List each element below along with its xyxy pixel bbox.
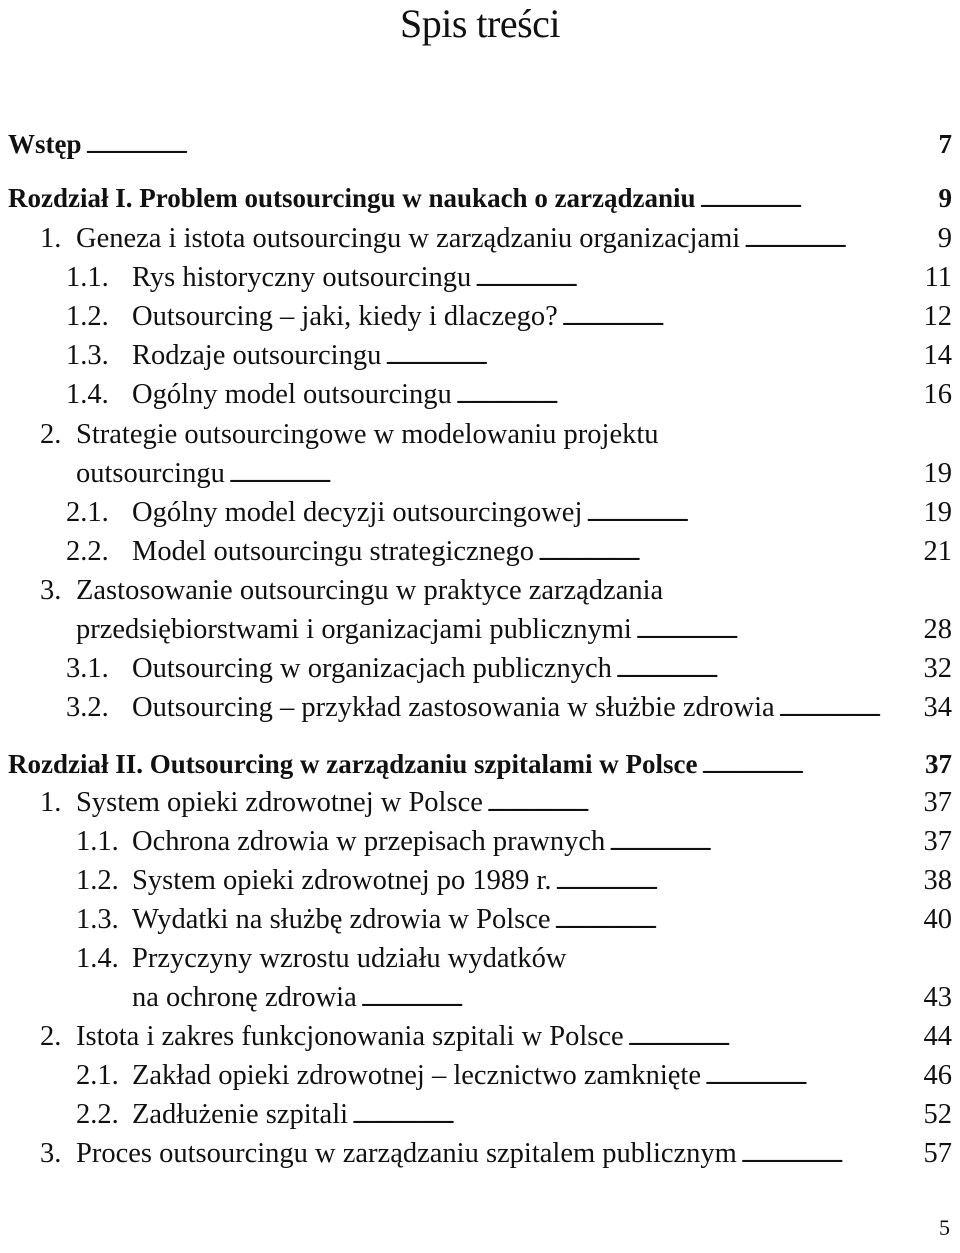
dot-leader xyxy=(701,746,923,785)
dot-leader xyxy=(744,221,936,259)
dot-leader xyxy=(475,260,922,298)
toc-entry-number: 3.1. xyxy=(66,653,109,684)
toc-entry-title: Outsourcing – przykład zastosowania w służbie zdrowia xyxy=(132,692,775,723)
toc-entry-title: Wstęp xyxy=(8,129,82,159)
toc-entry[interactable] xyxy=(66,534,952,572)
toc-entry-title: Zastosowanie outsourcingu w praktyce zarządzania xyxy=(76,575,664,606)
toc-entry-number: 2.1. xyxy=(76,1060,119,1091)
toc-page-number: 46 xyxy=(923,1060,952,1091)
dot-leader xyxy=(779,690,922,728)
toc-entry[interactable] xyxy=(76,863,952,901)
toc-entry-title: Strategie outsourcingowe w modelowaniu projektu xyxy=(76,419,659,450)
toc-entry-title-continued: przedsiębiorstwami i organizacjami publicznymi xyxy=(76,614,632,645)
dot-leader xyxy=(385,338,921,376)
toc-entry[interactable] xyxy=(66,299,952,337)
toc-entry-title: Outsourcing – jaki, kiedy i dlaczego? xyxy=(132,301,558,332)
toc-entry-number: 1.1. xyxy=(66,262,109,293)
toc-entry-number: 1.4. xyxy=(66,379,109,410)
toc-entry-number: 3.2. xyxy=(66,692,109,723)
dot-leader xyxy=(705,1058,922,1096)
toc-entry-title-continued: na ochronę zdrowia xyxy=(132,982,357,1013)
toc-page-number: 40 xyxy=(923,904,952,935)
toc-entry-number: 1. xyxy=(40,223,62,254)
toc-page-number: 32 xyxy=(923,653,952,684)
dot-leader xyxy=(609,824,921,862)
dot-leader xyxy=(456,377,922,415)
dot-leader xyxy=(555,902,922,940)
toc-page-number: 52 xyxy=(923,1099,952,1130)
toc-page-number: 14 xyxy=(923,340,952,371)
toc-page-number: 37 xyxy=(923,787,952,818)
toc-page-number: 57 xyxy=(923,1138,952,1169)
toc-entry-title: Przyczyny wzrostu udziału wydatków xyxy=(132,943,567,974)
toc-entry-number: 2.2. xyxy=(76,1099,119,1130)
toc-entry-number: 1.3. xyxy=(66,340,109,371)
dot-leader xyxy=(616,651,922,689)
toc-entry-number: 2. xyxy=(40,419,62,450)
toc-entry-title-continued: outsourcingu xyxy=(76,458,225,489)
dot-leader xyxy=(741,1136,922,1174)
toc-entry[interactable] xyxy=(66,495,952,533)
toc-entry-number: 1.2. xyxy=(76,865,119,896)
toc-entry-title: Ogólny model outsourcingu xyxy=(132,379,452,410)
toc-entry[interactable] xyxy=(66,377,952,415)
toc-entry-title: Wydatki na służbę zdrowia w Polsce xyxy=(132,904,551,935)
toc-page-number: 44 xyxy=(923,1021,952,1052)
toc-page-number: 19 xyxy=(923,497,952,528)
toc-entry-title: Istota i zakres funkcjonowania szpitali w Polsce xyxy=(76,1021,624,1052)
dot-leader xyxy=(352,1097,921,1135)
dot-leader xyxy=(636,612,922,650)
toc-entry-title: Rozdział I. Problem outsourcingu w naukach o zarządzaniu xyxy=(8,183,696,213)
toc-entry[interactable] xyxy=(76,1058,952,1096)
toc-entry-first-line[interactable] xyxy=(76,941,567,977)
toc-page-number: 9 xyxy=(937,223,952,254)
toc-entry-title: Zakład opieki zdrowotnej – lecznictwo zamknięte xyxy=(132,1060,701,1091)
toc-entry[interactable] xyxy=(40,221,952,259)
toc-entry[interactable] xyxy=(132,980,952,1018)
toc-page-number: 12 xyxy=(923,301,952,332)
toc-page-number: 43 xyxy=(923,982,952,1013)
toc-entry[interactable] xyxy=(76,902,952,940)
toc-entry-chapter-2[interactable] xyxy=(8,746,952,785)
toc-entry[interactable] xyxy=(76,824,952,862)
toc-entry-number: 1.3. xyxy=(76,904,119,935)
toc-page-number: 37 xyxy=(923,826,952,857)
toc-entry-chapter-1[interactable] xyxy=(8,180,952,219)
toc-entry[interactable] xyxy=(66,690,952,728)
toc-entry-number: 2. xyxy=(40,1021,62,1052)
toc-entry-title: Outsourcing w organizacjach publicznych xyxy=(132,653,612,684)
toc-entry[interactable] xyxy=(76,1097,952,1135)
toc-entry-number: 1. xyxy=(40,787,62,818)
toc-entry[interactable] xyxy=(76,612,952,650)
toc-entry-title: Zadłużenie szpitali xyxy=(132,1099,349,1130)
toc-page-number: 16 xyxy=(923,379,952,410)
toc-page-number: 34 xyxy=(923,692,952,723)
toc-entry-number: 2.1. xyxy=(66,497,109,528)
dot-leader xyxy=(562,299,922,337)
toc-entry-number: 2.2. xyxy=(66,536,109,567)
dot-leader xyxy=(86,126,937,165)
toc-entry-title: Geneza i istota outsourcingu w zarządzaniu organizacjami xyxy=(76,223,741,254)
toc-page-number: 9 xyxy=(938,183,952,213)
toc-entry-number: 3. xyxy=(40,1138,62,1169)
toc-entry-wstep[interactable] xyxy=(8,126,952,165)
toc-entry[interactable] xyxy=(66,260,952,298)
toc-entry-first-line[interactable] xyxy=(40,417,659,453)
toc-page-number: 19 xyxy=(923,458,952,489)
toc-page-number: 7 xyxy=(938,129,952,159)
dot-leader xyxy=(628,1019,922,1057)
toc-page-number: 28 xyxy=(923,614,952,645)
toc-entry-title: System opieki zdrowotnej po 1989 r. xyxy=(132,865,552,896)
toc-page-number: 21 xyxy=(923,536,952,567)
toc-entry-number: 1.4. xyxy=(76,943,119,974)
page-number: 5 xyxy=(939,1215,950,1240)
toc-entry[interactable] xyxy=(66,651,952,689)
dot-leader xyxy=(538,534,921,572)
dot-leader xyxy=(586,495,921,533)
toc-page-number: 38 xyxy=(923,865,952,896)
toc-entry-title: Rodzaje outsourcingu xyxy=(132,340,382,371)
toc-entry[interactable] xyxy=(40,1019,952,1057)
toc-entry[interactable] xyxy=(76,456,952,494)
dot-leader xyxy=(361,980,922,1018)
toc-page-number: 37 xyxy=(925,749,952,779)
toc-entry-first-line[interactable] xyxy=(40,573,663,609)
toc-entry-title: Rys historyczny outsourcingu xyxy=(132,262,472,293)
dot-leader xyxy=(487,785,922,823)
dot-leader xyxy=(700,180,937,219)
toc-entry-number: 1.1. xyxy=(76,826,119,857)
toc-entry-number: 1.2. xyxy=(66,301,109,332)
toc-entry[interactable] xyxy=(40,785,952,823)
toc-entry-number: 3. xyxy=(40,575,62,606)
toc-entry-title: Rozdział II. Outsourcing w zarządzaniu szpitalami w Polsce xyxy=(8,749,698,779)
page-title: Spis treści xyxy=(399,1,561,46)
toc-entry-title: System opieki zdrowotnej w Polsce xyxy=(76,787,483,818)
toc-entry-title: Ogólny model decyzji outsourcingowej xyxy=(132,497,583,528)
toc-entry-title: Proces outsourcingu w zarządzaniu szpitalem publicznym xyxy=(76,1138,737,1169)
toc-page-number: 11 xyxy=(924,262,952,293)
toc-entry-title: Model outsourcingu strategicznego xyxy=(132,536,535,567)
toc-entry-title: Ochrona zdrowia w przepisach prawnych xyxy=(132,826,606,857)
dot-leader xyxy=(229,456,922,494)
toc-entry[interactable] xyxy=(40,1136,952,1174)
dot-leader xyxy=(556,863,922,901)
toc-entry[interactable] xyxy=(66,338,952,376)
